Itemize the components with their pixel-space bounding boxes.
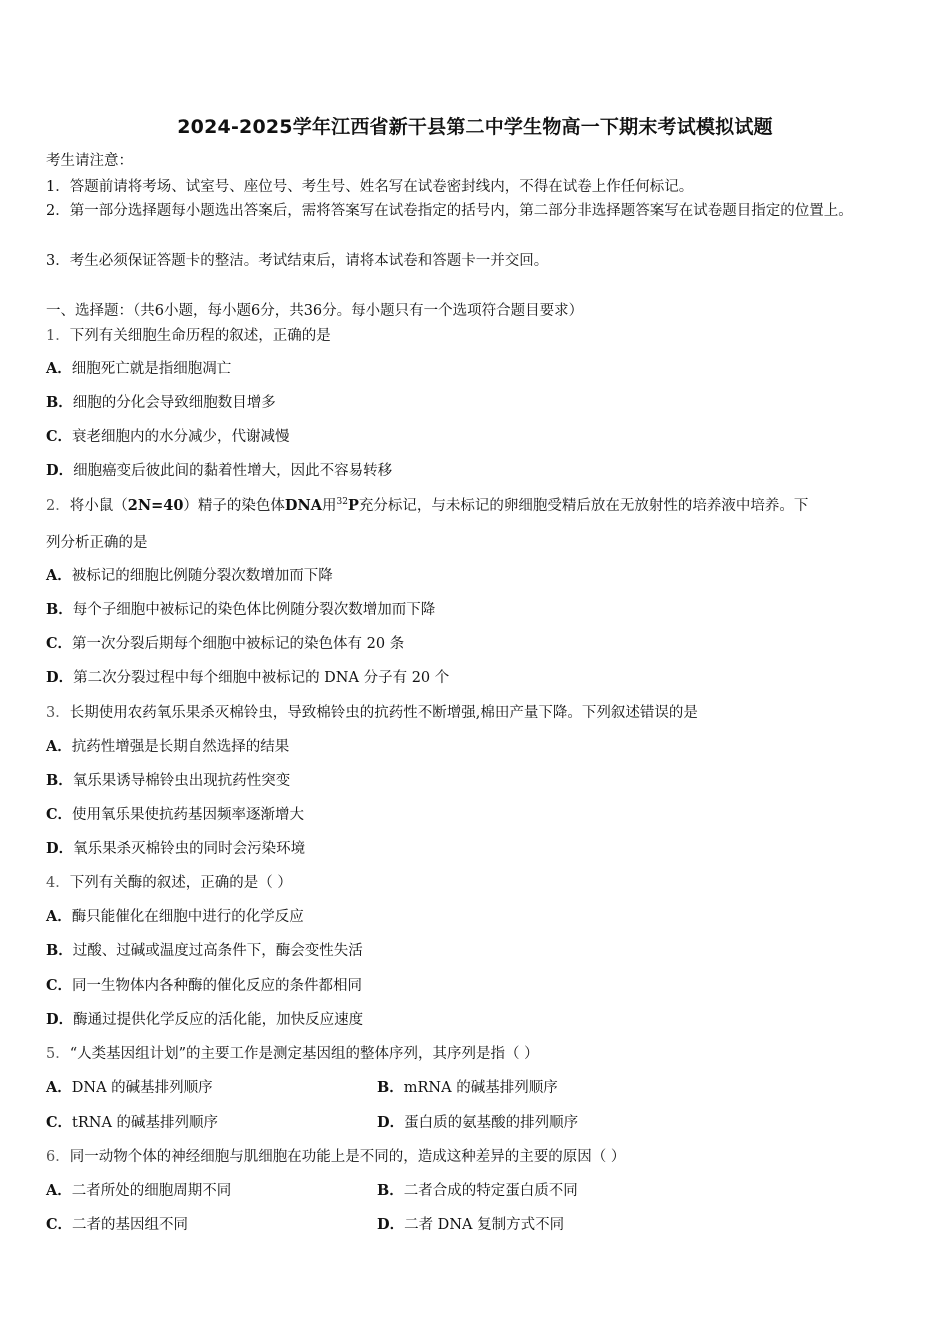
option-1b[interactable]: B．细胞的分化会导致细胞数目增多 [46, 394, 276, 411]
notice-heading: 考生请注意： [46, 153, 133, 169]
question-2-stem-line2: 列分析正确的是 [46, 535, 148, 551]
option-4b[interactable]: B．过酸、过碱或温度过高条件下，酶会变性失活 [46, 942, 363, 959]
option-5d[interactable]: D．蛋白质的氨基酸的排列顺序 [377, 1114, 579, 1131]
option-4d[interactable]: D．酶通过提供化学反应的活化能，加快反应速度 [46, 1011, 364, 1028]
option-6c[interactable]: C．二者的基因组不同 [46, 1216, 189, 1233]
option-1a[interactable]: A．细胞死亡就是指细胞凋亡 [46, 360, 232, 377]
option-2c[interactable]: C．第一次分裂后期每个细胞中被标记的染色体有 20 条 [46, 635, 405, 652]
question-3-stem: 3．长期使用农药氧乐果杀灭棉铃虫，导致棉铃虫的抗药性不断增强,棉田产量下降。下列叙述错误的是 [46, 705, 698, 721]
option-5a[interactable]: A．DNA 的碱基排列顺序 [46, 1079, 213, 1096]
question-2-stem: 2．将小鼠（2N=40）精子的染色体DNA用$^{32}$P充分标记，与未标记的卵细胞受精后放在无放射性的培养液中培养。下 [46, 497, 809, 514]
option-3c[interactable]: C．使用氧乐果使抗药基因频率逐渐增大 [46, 806, 305, 823]
option-6d[interactable]: D．二者 DNA 复制方式不同 [377, 1216, 565, 1233]
option-5b[interactable]: B．mRNA 的碱基排列顺序 [377, 1079, 558, 1096]
option-5c[interactable]: C．tRNA 的碱基排列顺序 [46, 1114, 219, 1131]
notice-item-1: 1．答题前请将考场、试室号、座位号、考生号、姓名写在试卷密封线内，不得在试卷上作任何标记。 [46, 179, 694, 195]
page-title: 2024-2025学年江西省新干县第二中学生物高一下期末考试模拟试题 [177, 116, 773, 138]
option-4a[interactable]: A．酶只能催化在细胞中进行的化学反应 [46, 908, 304, 925]
option-1d[interactable]: D．细胞癌变后彼此间的黏着性增大，因此不容易转移 [46, 462, 393, 479]
option-6b[interactable]: B．二者合成的特定蛋白质不同 [377, 1182, 578, 1199]
option-3b[interactable]: B．氧乐果诱导棉铃虫出现抗药性突变 [46, 772, 291, 789]
option-2d[interactable]: D．第二次分裂过程中每个细胞中被标记的 DNA 分子有 20 个 [46, 669, 450, 686]
question-5-stem: 5．“人类基因组计划”的主要工作是测定基因组的整体序列，其序列是指（ ） [46, 1046, 539, 1062]
question-text: 下列有关细胞生命历程的叙述，正确的是 [69, 328, 331, 344]
notice-item-2: 2．第一部分选择题每小题选出答案后，需将答案写在试卷指定的括号内，第二部分非选择题答案写在试卷题目指定的位置上。 [46, 203, 853, 219]
question-4-stem: 4．下列有关酶的叙述，正确的是（ ） [46, 875, 292, 891]
option-3d[interactable]: D．氧乐果杀灭棉铃虫的同时会污染环境 [46, 840, 306, 857]
option-2a[interactable]: A．被标记的细胞比例随分裂次数增加而下降 [46, 567, 333, 584]
section-heading: 一、选择题：（共6小题，每小题6分，共36分。每小题只有一个选项符合题目要求） [46, 303, 584, 319]
option-6a[interactable]: A．二者所处的细胞周期不同 [46, 1182, 232, 1199]
option-1c[interactable]: C．衰老细胞内的水分减少，代谢减慢 [46, 428, 290, 445]
option-4c[interactable]: C．同一生物体内各种酶的催化反应的条件都相同 [46, 977, 363, 994]
question-6-stem: 6．同一动物个体的神经细胞与肌细胞在功能上是不同的，造成这种差异的主要的原因（ ） [46, 1149, 626, 1165]
notice-item-3: 3．考生必须保证答题卡的整洁。考试结束后，请将本试卷和答题卡一并交回。 [46, 253, 549, 269]
question-1-stem [46, 326, 331, 346]
option-2b[interactable]: B．每个子细胞中被标记的染色体比例随分裂次数增加而下降 [46, 601, 436, 618]
question-number: 1． [46, 328, 70, 344]
option-3a[interactable]: A．抗药性增强是长期自然选择的结果 [46, 738, 290, 755]
